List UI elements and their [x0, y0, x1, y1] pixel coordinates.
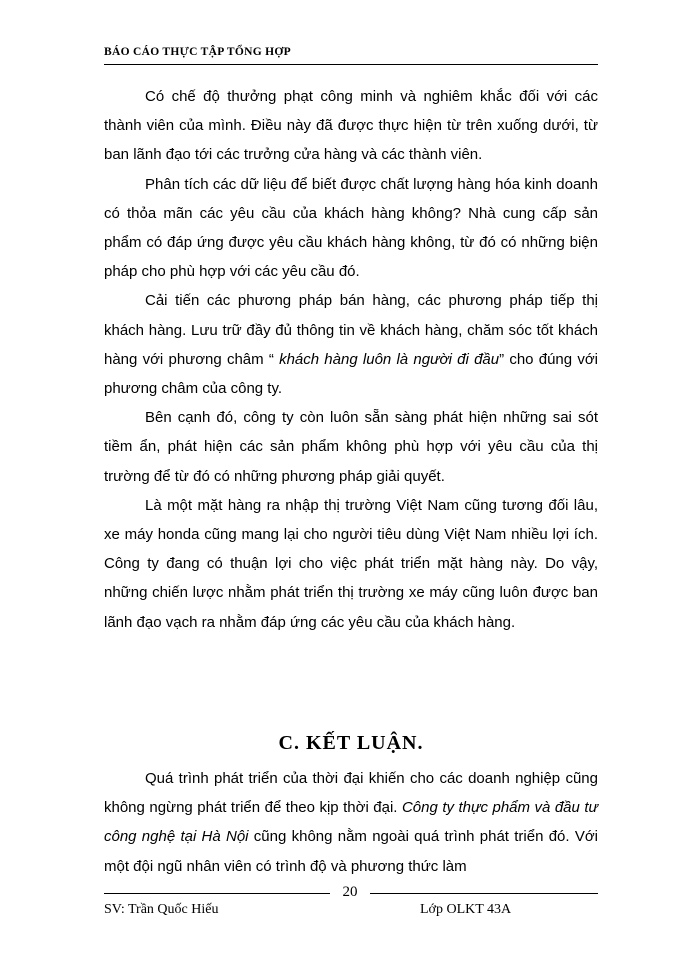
- paragraph-3: [104, 286, 598, 403]
- paragraph-2: Phân tích các dữ liệu để biết được chất lượng hàng hóa kinh doanh có thỏa mãn các yêu cầu của khách hàng không? Nhà cung cấp sản phẩm có đáp ứng được yêu cầu khách hàng không, từ đó có những biện pháp cho phù hợp với các yêu cầu đó.: [104, 175, 598, 281]
- conclusion-paragraph: [104, 764, 598, 881]
- paragraph-5: Là một mặt hàng ra nhập thị trường Việt Nam cũng tương đối lâu, xe máy honda cũng mang lại cho người tiêu dùng Việt Nam nhiều lợi ích. Công ty đang có thuận lợi cho việc phát triển mặt hàng này. Do vậy, những chiến lược nhằm phát triển thị trường xe máy cũng luôn được ban lãnh đạo vạch ra nhằm đáp ứng các yêu cầu của khách hàng.: [104, 496, 598, 631]
- conclusion-heading: C. KẾT LUẬN.: [278, 732, 424, 754]
- paragraph-1: Có chế độ thưởng phạt công minh và nghiêm khắc đối với các thành viên của mình. Điều này đã được thực hiện từ trên xuống dưới, từ ban lãnh đạo tới các trưởng cửa hàng và các thành viên.: [104, 88, 598, 164]
- slogan-italic: khách hàng luôn là người đi đầu: [279, 350, 500, 368]
- page-header-title: BÁO CÁO THỰC TẬP TỔNG HỢP: [104, 46, 291, 58]
- page-number: 20: [330, 884, 370, 901]
- body-content: [104, 82, 598, 637]
- conclusion-text: Quá trình phát triển của thời đại khiến cho các doanh nghiệp cũng không ngừng phát triển để theo kịp thời đại.: [104, 770, 598, 817]
- paragraph-3-end: ” cho đúng với phương châm của công ty.: [104, 350, 598, 398]
- company-name-italic: Công ty thực phẩm và đầu tư công nghệ tại Hà Nội: [104, 799, 599, 846]
- header-rule: [104, 64, 598, 65]
- paragraph-3-text: Cải tiến các phương pháp bán hàng, các phương pháp tiếp thị khách hàng. Lưu trữ đầy đủ thông tin về khách hàng, chăm sóc tốt khách hàng với phương châm “: [104, 292, 598, 368]
- footer-class: Lớp OLKT 43A: [420, 902, 512, 917]
- conclusion-text-end: cũng không nằm ngoài quá trình phát triển đó. Với một đội ngũ nhân viên có trình độ và phương thức làm: [104, 828, 598, 875]
- footer-student: SV: Trần Quốc Hiếu: [104, 902, 219, 917]
- paragraph-4: Bên cạnh đó, công ty còn luôn sẵn sàng phát hiện những sai sót tiềm ẩn, phát hiện các sản phẩm không phù hợp với yêu cầu của thị trường để từ đó có những phương pháp giải quyết.: [104, 409, 598, 485]
